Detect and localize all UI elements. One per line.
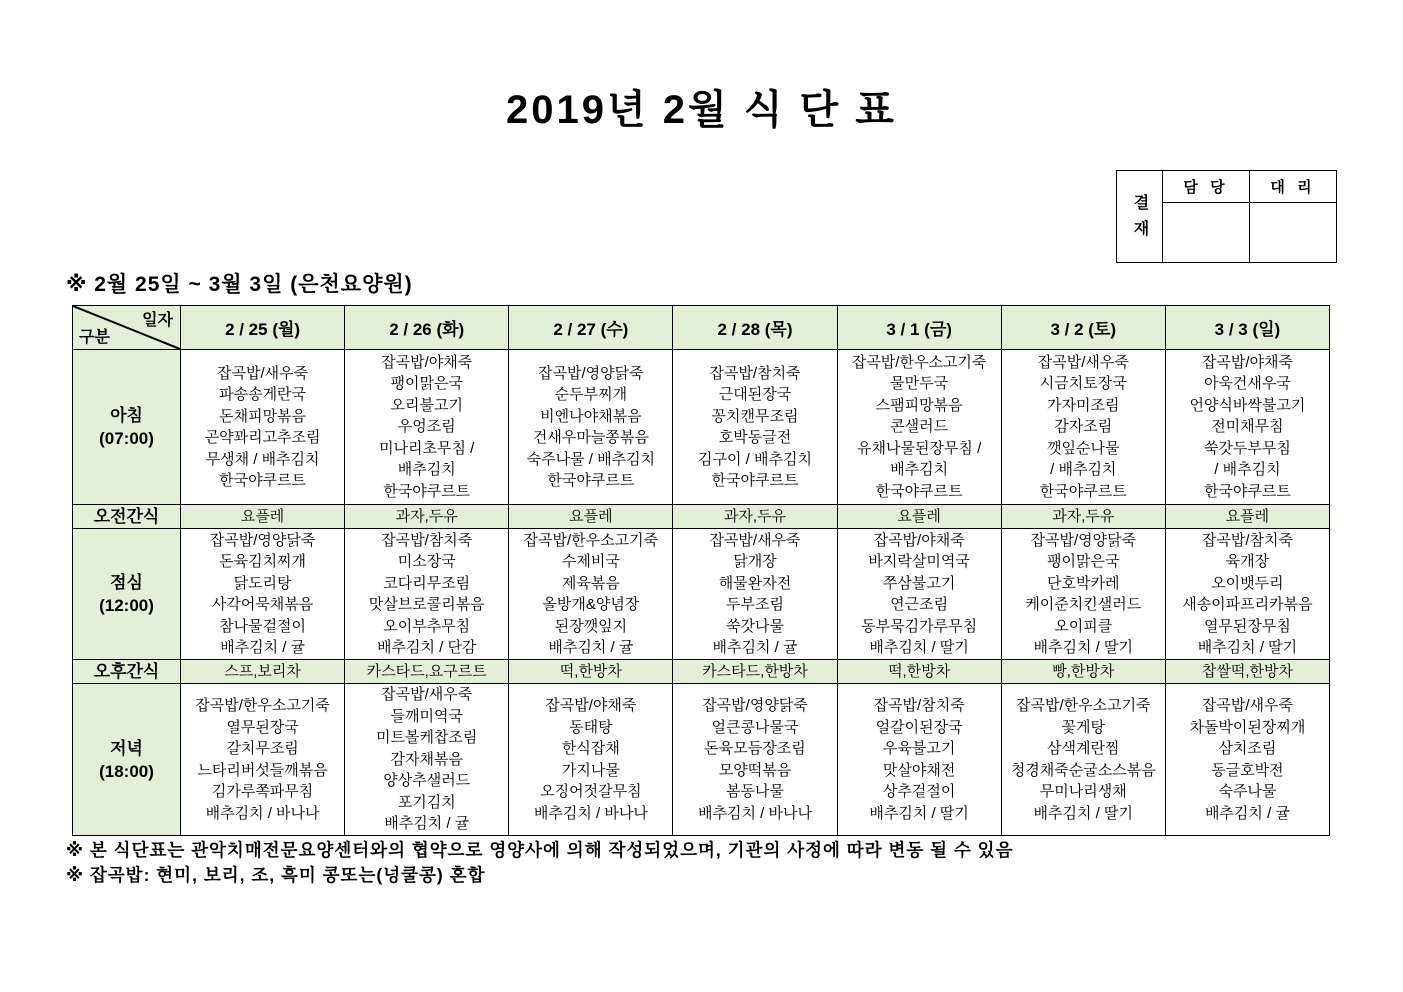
menu-cell: 잡곡밥/한우소고기죽 꽃게탕 삼색계란찜 청경채죽순굴소스볶음 무미나리생채 배추김치 / 딸기 <box>1001 684 1165 836</box>
menu-cell: 잡곡밥/영양닭죽 팽이맑은국 단호박카레 케이준치킨샐러드 오이피클 배추김치 / 딸기 <box>1001 529 1165 660</box>
menu-cell: 잡곡밥/야채죽 동태탕 한식잡채 가지나물 오징어젓갈무침 배추김치 / 바나나 <box>509 684 673 836</box>
menu-cell: 잡곡밥/새우죽 차돌박이된장찌개 삼치조림 동글호박전 숙주나물 배추김치 / 귤 <box>1165 684 1329 836</box>
menu-cell: 잡곡밥/참치죽 육개장 오이뱃두리 새송이파프리카볶음 열무된장무침 배추김치 / 딸기 <box>1165 529 1329 660</box>
menu-cell: 요플레 <box>509 505 673 529</box>
menu-table <box>72 305 1330 836</box>
menu-cell: 잡곡밥/야채죽 아욱건새우국 언양식바싹불고기 전미채무침 쑥갓두부무침 / 배추김치 한국야쿠르트 <box>1165 350 1329 505</box>
approval-sign-cell-daeri <box>1250 203 1337 263</box>
menu-cell: 떡,한방차 <box>509 660 673 684</box>
menu-row-pmsnack <box>73 660 1330 684</box>
approval-col-daeri: 대 리 <box>1250 171 1337 203</box>
menu-cell: 떡,한방차 <box>837 660 1001 684</box>
menu-cell: 잡곡밥/야채죽 바지락살미역국 쭈삼불고기 연근조림 동부묵김가루무침 배추김치 / 딸기 <box>837 529 1001 660</box>
menu-cell: 잡곡밥/영양닭죽 돈육김치찌개 닭도리탕 사각어묵채볶음 참나물겉절이 배추김치 / 귤 <box>181 529 345 660</box>
row-label-lunch: 점심 (12:00) <box>73 529 181 660</box>
menu-cell: 잡곡밥/새우죽 파송송게란국 돈채피망볶음 곤약꽈리고추조림 무생채 / 배추김치 한국야쿠르트 <box>181 350 345 505</box>
menu-cell: 잡곡밥/참치죽 근대된장국 꽁치캔무조림 호박동글전 김구이 / 배추김치 한국야쿠르트 <box>673 350 837 505</box>
menu-row-amsnack <box>73 505 1330 529</box>
menu-cell: 잡곡밥/영양닭죽 얼큰콩나물국 돈육모듬장조림 모양떡볶음 봄동나물 배추김치 / 바나나 <box>673 684 837 836</box>
date-header: 2 / 27 (수) <box>509 306 673 350</box>
date-header: 2 / 25 (월) <box>181 306 345 350</box>
date-header: 3 / 2 (토) <box>1001 306 1165 350</box>
menu-cell: 잡곡밥/야채죽 팽이맑은국 오리불고기 우엉조림 미나리초무침 / 배추김치 한국야쿠르트 <box>345 350 509 505</box>
menu-cell: 과자,두유 <box>1001 505 1165 529</box>
row-label-amsnack: 오전간식 <box>73 505 181 529</box>
row-label-pmsnack: 오후간식 <box>73 660 181 684</box>
menu-cell: 잡곡밥/한우소고기죽 열무된장국 갈치무조림 느타리버섯들깨볶음 김가루쪽파무침 배추김치 / 바나나 <box>181 684 345 836</box>
menu-table-wrap <box>72 305 1330 836</box>
menu-cell: 요플레 <box>837 505 1001 529</box>
menu-row-breakfast <box>73 350 1330 505</box>
date-header-row <box>73 306 1330 350</box>
date-range-subtitle: ※ 2월 25일 ~ 3월 3일 (은천요양원) <box>66 273 413 296</box>
corner-label-category: 구분 <box>79 329 110 346</box>
menu-cell: 잡곡밥/한우소고기죽 물만두국 스팸피망볶음 콘샐러드 유채나물된장무침 / 배추김치 한국야쿠르트 <box>837 350 1001 505</box>
page-title: 2019년 2월 식 단 표 <box>506 88 897 132</box>
corner-label-date: 일자 <box>142 312 173 329</box>
approval-col-damdang: 담 당 <box>1163 171 1250 203</box>
row-label-breakfast: 아침 (07:00) <box>73 350 181 505</box>
date-header: 3 / 3 (일) <box>1165 306 1329 350</box>
menu-cell: 잡곡밥/새우죽 시금치토장국 가자미조림 감자조림 깻잎순나물 / 배추김치 한국야쿠르트 <box>1001 350 1165 505</box>
menu-cell: 빵,한방차 <box>1001 660 1165 684</box>
menu-cell: 스프,보리차 <box>181 660 345 684</box>
menu-cell: 요플레 <box>1165 505 1329 529</box>
menu-row-dinner <box>73 684 1330 836</box>
footnote-grain-rice: ※ 잡곡밥: 현미, 보리, 조, 흑미 콩또는(넝쿨콩) 혼합 <box>66 865 486 885</box>
footnotes <box>66 838 1013 888</box>
menu-cell: 잡곡밥/참치죽 얼갈이된장국 우육불고기 맛살야채전 상추겉절이 배추김치 / 딸기 <box>837 684 1001 836</box>
menu-cell: 과자,두유 <box>673 505 837 529</box>
menu-row-lunch <box>73 529 1330 660</box>
date-header: 2 / 28 (목) <box>673 306 837 350</box>
menu-cell: 카스타드,한방차 <box>673 660 837 684</box>
menu-cell: 잡곡밥/새우죽 닭개장 해물완자전 두부조림 쑥갓나물 배추김치 / 귤 <box>673 529 837 660</box>
menu-cell: 카스타드,요구르트 <box>345 660 509 684</box>
approval-label: 결재 <box>1117 171 1163 263</box>
menu-cell: 과자,두유 <box>345 505 509 529</box>
menu-cell: 잡곡밥/새우죽 들깨미역국 미트볼케찹조림 감자채볶음 양상추샐러드 포기김치 배추김치 / 귤 <box>345 684 509 836</box>
date-header: 3 / 1 (금) <box>837 306 1001 350</box>
menu-cell: 잡곡밥/한우소고기죽 수제비국 제육볶음 올방개&양념장 된장깻잎지 배추김치 / 귤 <box>509 529 673 660</box>
footnote-change-notice: ※ 본 식단표는 관악치매전문요양센터와의 협약으로 영양사에 의해 작성되었으며, 기관의 사정에 따라 변동 될 수 있음 <box>66 840 1014 860</box>
row-label-dinner: 저녁 (18:00) <box>73 684 181 836</box>
date-header: 2 / 26 (화) <box>345 306 509 350</box>
menu-cell: 잡곡밥/참치죽 미소장국 코다리무조림 맛살브로콜리볶음 오이부추무침 배추김치 / 단감 <box>345 529 509 660</box>
approval-box <box>1116 170 1337 263</box>
approval-sign-cell-damdang <box>1163 203 1250 263</box>
menu-cell: 잡곡밥/영양닭죽 순두부찌개 비엔나야채볶음 건새우마늘쫑볶음 숙주나물 / 배추김치 한국야쿠르트 <box>509 350 673 505</box>
menu-cell: 요플레 <box>181 505 345 529</box>
corner-cell <box>73 306 181 350</box>
menu-cell: 찹쌀떡,한방차 <box>1165 660 1329 684</box>
